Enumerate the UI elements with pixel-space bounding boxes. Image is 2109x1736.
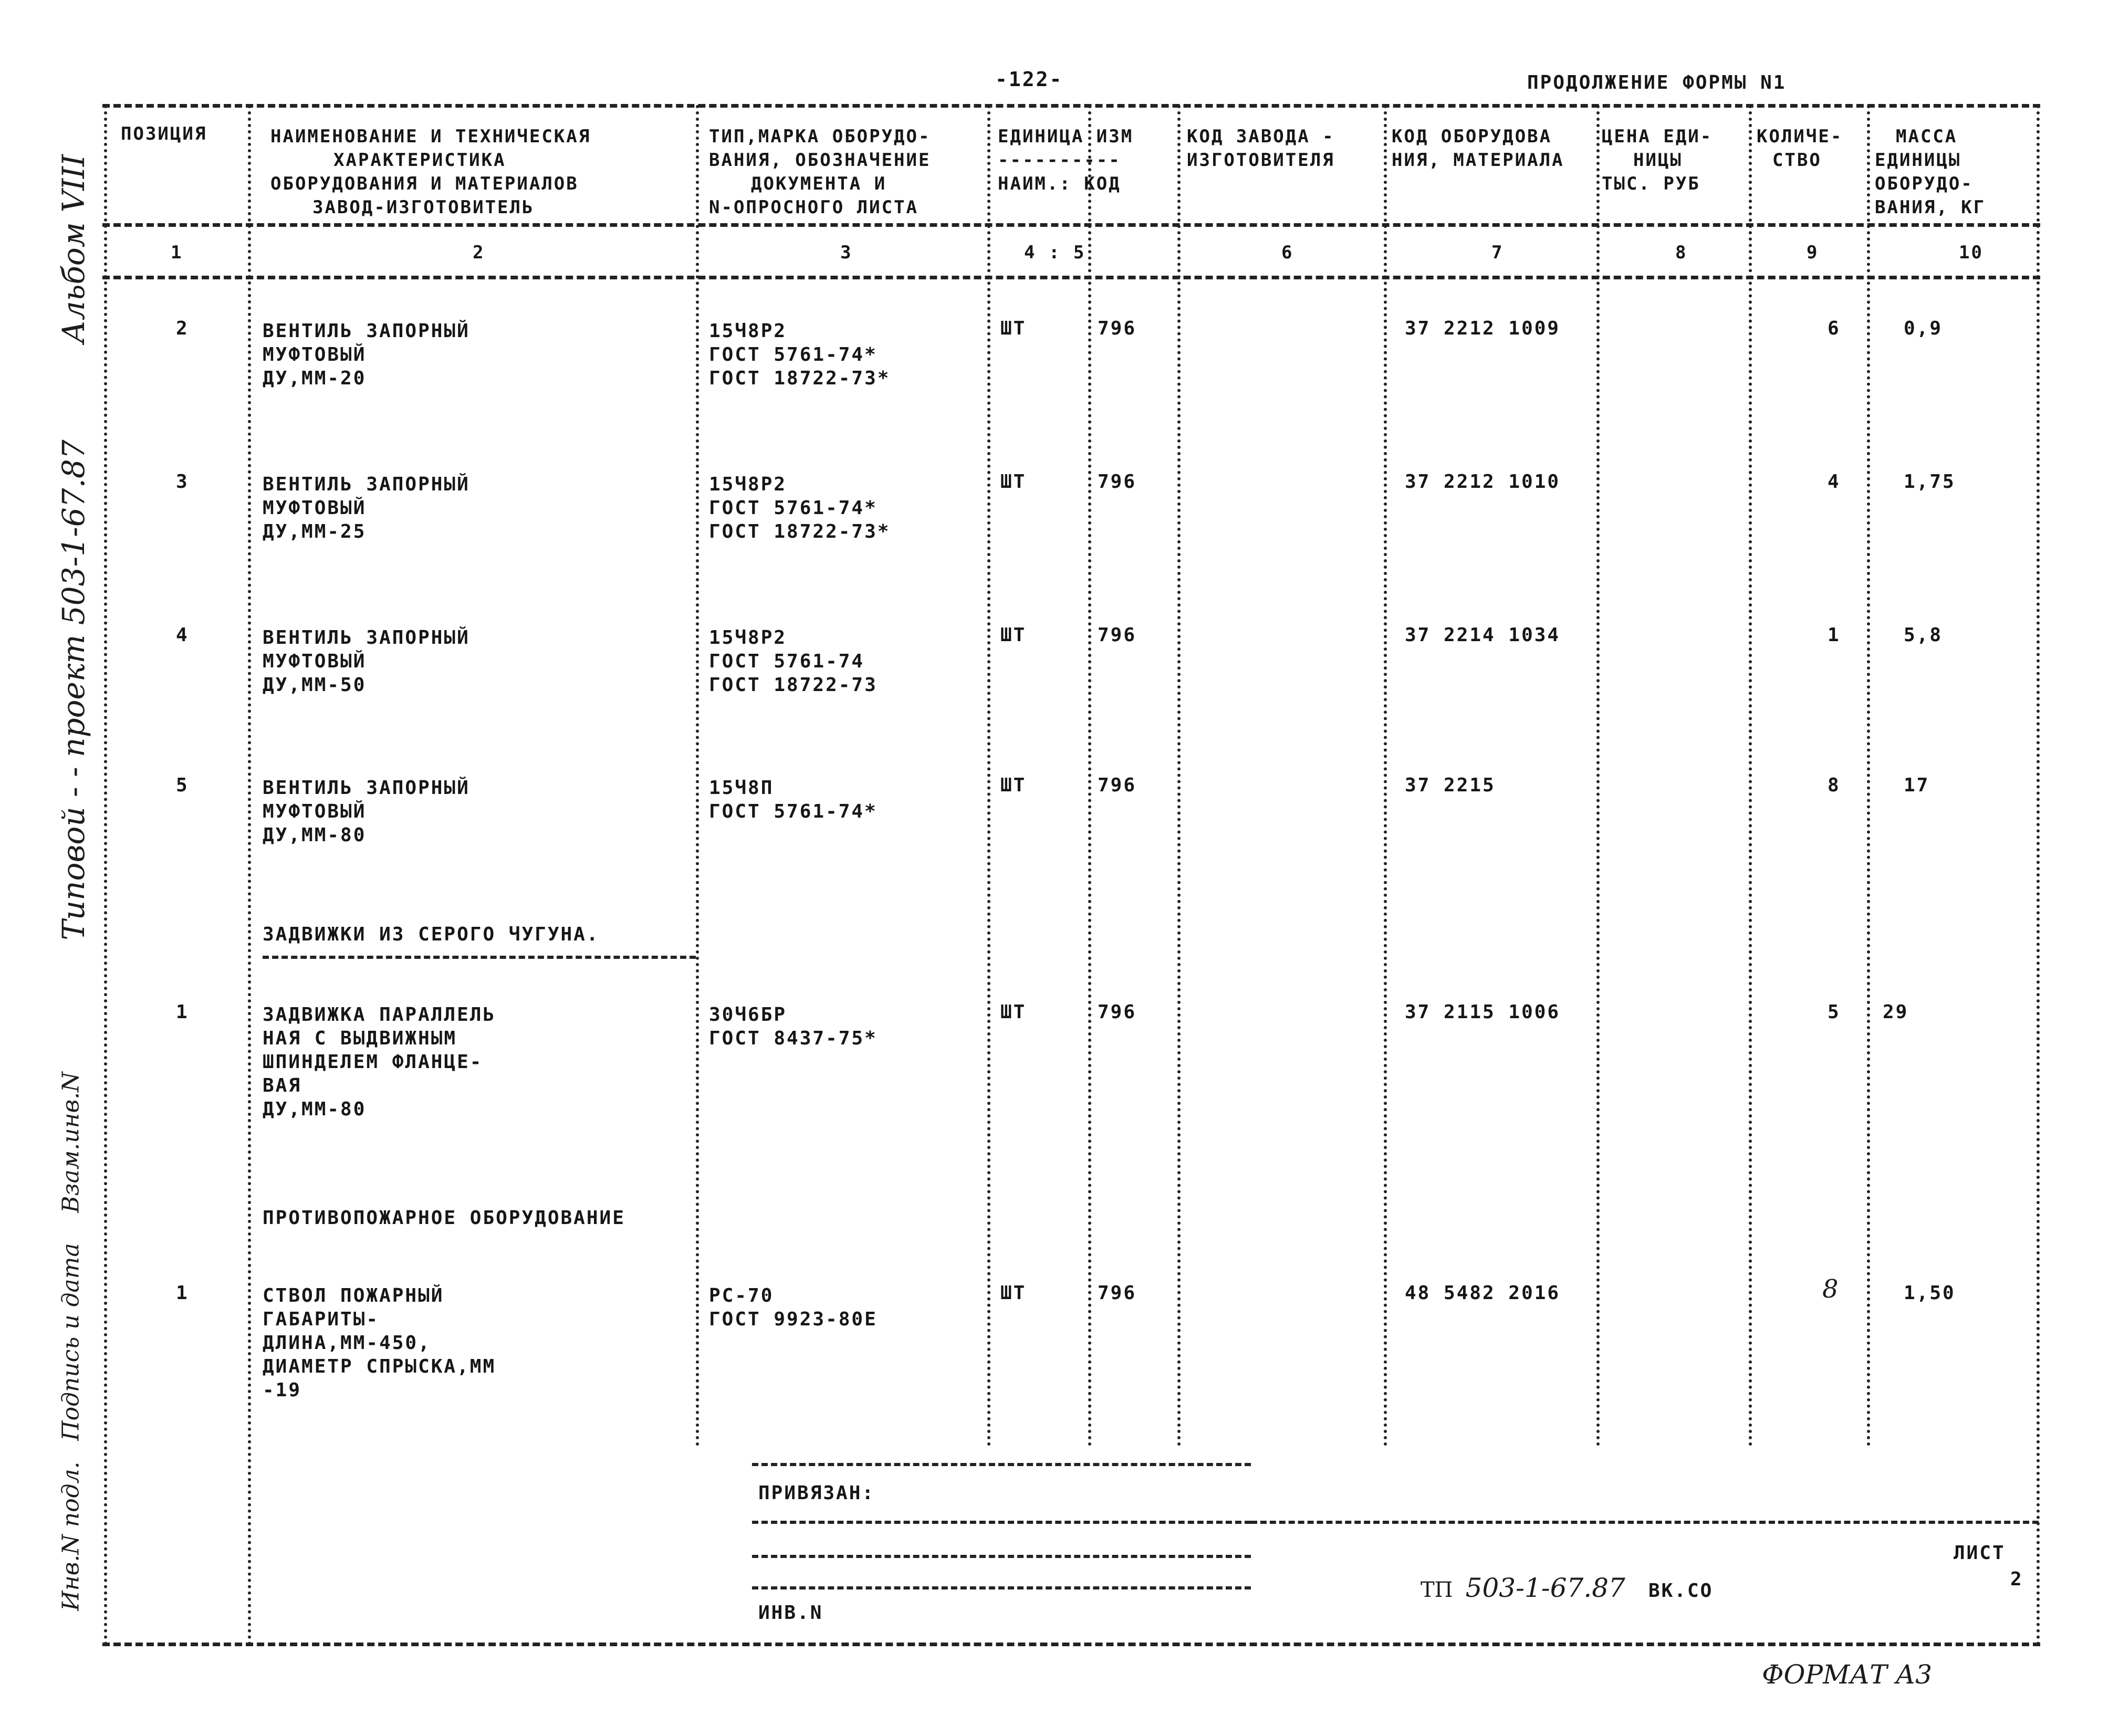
row-mass: 29	[1883, 1001, 1909, 1023]
col-num-9: 9	[1807, 242, 1819, 263]
col-num-6: 6	[1281, 242, 1294, 263]
stamp-label-inv: Инв.N подл.	[57, 1461, 85, 1611]
table-row	[0, 1274, 2109, 1420]
row-qty: 6	[1828, 318, 1841, 339]
row-unit-code: 796	[1098, 775, 1137, 796]
row-qty: 8	[1822, 1274, 1840, 1304]
row-unit-code: 796	[1098, 624, 1137, 646]
row-name: ВЕНТИЛЬ ЗАПОРНЫЙ МУФТОВЫЙ ДУ,ММ-80	[263, 777, 470, 846]
row-name: ВЕНТИЛЬ ЗАПОРНЫЙ МУФТОВЫЙ ДУ,ММ-50	[263, 627, 470, 696]
inv-label: ИНВ.N	[758, 1602, 823, 1624]
section-heading: ПРОТИВОПОЖАРНОЕ ОБОРУДОВАНИЕ	[263, 1207, 625, 1229]
row-equip-code: 37 2115 1006	[1405, 1001, 1561, 1023]
page-number: -122-	[995, 68, 1063, 91]
row-type: 15Ч8Р2 ГОСТ 5761-74* ГОСТ 18722-73*	[709, 320, 891, 389]
row-unit: ШТ	[1000, 471, 1027, 493]
row-position: 2	[176, 318, 189, 339]
row-unit: ШТ	[1000, 318, 1027, 339]
row-unit: ШТ	[1000, 624, 1027, 646]
col-num-4-5: 4 : 5	[1024, 242, 1086, 263]
col-num-2: 2	[473, 242, 485, 263]
col-header-type: ТИП,МАРКА ОБОРУДО- ВАНИЯ, ОБОЗНАЧЕНИЕ ДОКУМЕНТА И N-ОПРОСНОГО ЛИСТА	[709, 126, 931, 218]
row-name: ВЕНТИЛЬ ЗАПОРНЫЙ МУФТОВЫЙ ДУ,ММ-20	[263, 320, 470, 389]
row-mass: 1,75	[1904, 471, 1956, 493]
row-unit: ШТ	[1000, 1001, 1027, 1023]
title-block-rule	[1251, 1521, 2039, 1524]
row-qty: 8	[1828, 775, 1841, 796]
row-mass: 5,8	[1904, 624, 1943, 646]
col-header-position: ПОЗИЦИЯ	[121, 123, 207, 144]
row-equip-code: 37 2214 1034	[1405, 624, 1561, 646]
col-header-name: НАИМЕНОВАНИЕ И ТЕХНИЧЕСКАЯ ХАРАКТЕРИСТИКА ОБОРУДОВАНИЯ И МАТЕРИАЛОВ ЗАВОД-ИЗГОТОВИТЕЛЬ	[270, 126, 591, 218]
row-position: 5	[176, 775, 189, 796]
row-unit-code: 796	[1098, 1001, 1137, 1023]
row-type: 15Ч8Р2 ГОСТ 5761-74* ГОСТ 18722-73*	[709, 474, 891, 542]
row-unit-code: 796	[1098, 318, 1137, 339]
project-label: Типовой - - проект 503-1-67.87	[56, 440, 91, 940]
table-row	[0, 626, 2109, 731]
col-header-price: ЦЕНА ЕДИ- НИЦЫ ТЫС. РУБ	[1602, 126, 1713, 194]
row-type: РС-70 ГОСТ 9923-80Е	[709, 1285, 878, 1330]
sheet-label: ЛИСТ	[1954, 1542, 2006, 1564]
row-unit: ШТ	[1000, 1282, 1027, 1304]
doc-number: ТП 503-1-67.87 ВК.СО	[1421, 1573, 1714, 1603]
col-num-10: 10	[1959, 242, 1983, 263]
format-label: ФОРМАТ А3	[1762, 1659, 1933, 1690]
row-equip-code: 48 5482 2016	[1405, 1282, 1561, 1304]
row-qty: 5	[1828, 1001, 1841, 1023]
row-type: 15Ч8П ГОСТ 5761-74*	[709, 777, 878, 822]
row-equip-code: 37 2212 1009	[1405, 318, 1561, 339]
row-equip-code: 37 2212 1010	[1405, 471, 1561, 493]
album-label: Альбом VIII	[56, 154, 91, 343]
col-num-1: 1	[171, 242, 183, 263]
col-num-7: 7	[1491, 242, 1504, 263]
section-heading: ЗАДВИЖКИ ИЗ СЕРОГО ЧУГУНА.	[263, 924, 600, 945]
col-num-3: 3	[840, 242, 853, 263]
table-row	[0, 776, 2109, 881]
row-name: ВЕНТИЛЬ ЗАПОРНЫЙ МУФТОВЫЙ ДУ,ММ-25	[263, 474, 470, 542]
col-header-plant: КОД ЗАВОДА - ИЗГОТОВИТЕЛЯ	[1187, 126, 1335, 171]
stamp-label-sign: Подпись и дата	[57, 1243, 85, 1441]
row-qty: 4	[1828, 471, 1841, 493]
form-continuation: ПРОДОЛЖЕНИЕ ФОРМЫ N1	[1527, 72, 1787, 93]
rule-bottom	[102, 1643, 2040, 1646]
table-row	[0, 1003, 2109, 1139]
attached-label: ПРИВЯЗАН:	[758, 1482, 875, 1504]
row-type: 30Ч6БР ГОСТ 8437-75*	[709, 1004, 878, 1049]
row-type: 15Ч8Р2 ГОСТ 5761-74 ГОСТ 18722-73	[709, 627, 878, 696]
row-name: СТВОЛ ПОЖАРНЫЙ ГАБАРИТЫ- ДЛИНА,ММ-450, ДИАМЕТР СПРЫСКА,ММ -19	[263, 1285, 496, 1401]
section-underline	[263, 956, 696, 959]
col-header-equip-code: КОД ОБОРУДОВА НИЯ, МАТЕРИАЛА	[1392, 126, 1564, 171]
row-position: 3	[176, 471, 189, 493]
row-equip-code: 37 2215	[1405, 775, 1496, 796]
row-unit-code: 796	[1098, 1282, 1137, 1304]
row-position: 1	[176, 1282, 189, 1304]
row-unit-code: 796	[1098, 471, 1137, 493]
row-mass: 1,50	[1904, 1282, 1956, 1304]
row-mass: 17	[1904, 775, 1930, 796]
col-header-mass: МАССА ЕДИНИЦЫ ОБОРУДО- ВАНИЯ, КГ	[1875, 126, 1986, 218]
table-row	[0, 319, 2109, 424]
attachment-stamp	[752, 1463, 1251, 1636]
col-header-unit: ЕДИНИЦА ИЗМ ---------- НАИМ.: КОД	[998, 126, 1134, 194]
row-position: 1	[176, 1001, 189, 1023]
stamp-label-replace: Взам.инв.N	[57, 1072, 85, 1213]
row-qty: 1	[1828, 624, 1841, 646]
col-num-8: 8	[1675, 242, 1688, 263]
sheet-number: 2	[2010, 1568, 2023, 1590]
col-header-qty: КОЛИЧЕ- СТВО	[1757, 126, 1843, 171]
table-row	[0, 473, 2109, 578]
row-position: 4	[176, 624, 189, 646]
row-name: ЗАДВИЖКА ПАРАЛЛЕЛЬ НАЯ С ВЫДВИЖНЫМ ШПИНДЕЛЕМ ФЛАНЦЕ- ВАЯ ДУ,ММ-80	[263, 1004, 496, 1120]
row-mass: 0,9	[1904, 318, 1943, 339]
row-unit: ШТ	[1000, 775, 1027, 796]
